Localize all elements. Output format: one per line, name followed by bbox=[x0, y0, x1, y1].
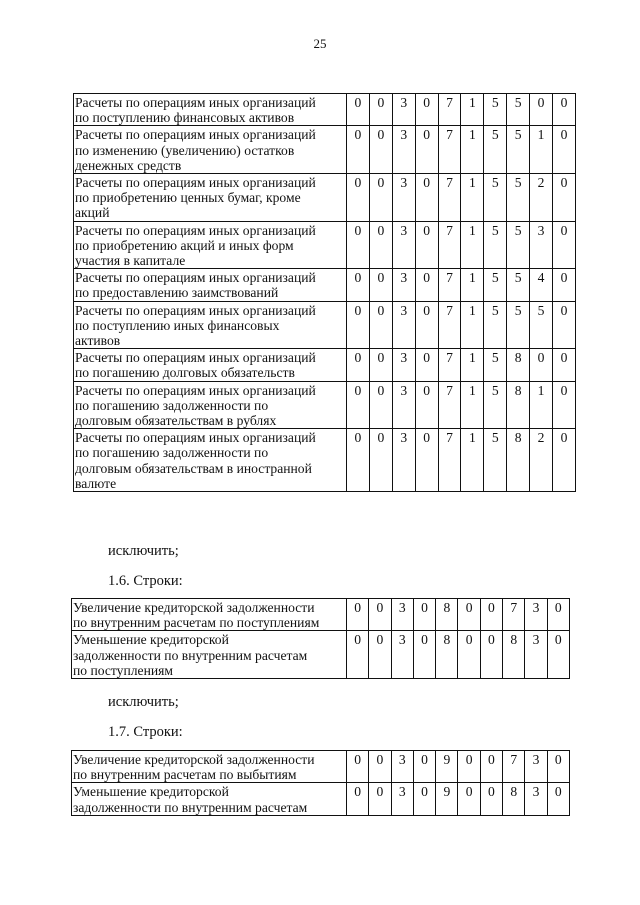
code-digit: 5 bbox=[484, 221, 507, 269]
row-label-line: Расчеты по операциям иных организаций bbox=[75, 302, 316, 318]
row-label bbox=[74, 349, 347, 381]
code-digit: 5 bbox=[484, 174, 507, 222]
code-digit: 7 bbox=[438, 221, 461, 269]
code-digit: 0 bbox=[415, 381, 438, 429]
table-row bbox=[74, 126, 576, 174]
code-digit: 1 bbox=[461, 126, 484, 174]
code-digit: 8 bbox=[507, 381, 530, 429]
code-digit: 0 bbox=[347, 174, 370, 222]
code-digit: 1 bbox=[461, 174, 484, 222]
code-digit: 5 bbox=[530, 301, 553, 349]
row-label-line: задолженности по внутренним расчетам bbox=[73, 799, 308, 815]
code-digit: 8 bbox=[507, 429, 530, 492]
code-digit: 7 bbox=[438, 301, 461, 349]
row-label-line: акций bbox=[75, 205, 110, 221]
row-label-line: по изменению (увеличению) остатков bbox=[75, 142, 295, 158]
row-label-line: Увеличение кредиторской задолженности bbox=[73, 600, 315, 615]
table-row bbox=[74, 269, 576, 301]
code-digit: 0 bbox=[553, 126, 576, 174]
code-digit: 0 bbox=[415, 221, 438, 269]
code-digit: 5 bbox=[484, 381, 507, 429]
code-digit: 3 bbox=[391, 599, 413, 631]
row-label-line: Увеличение кредиторской задолженности bbox=[73, 752, 315, 767]
row-label-line: по погашению задолженности по bbox=[75, 397, 269, 413]
code-digit: 0 bbox=[369, 94, 392, 126]
code-digit: 5 bbox=[484, 126, 507, 174]
code-digit: 0 bbox=[415, 429, 438, 492]
code-digit: 0 bbox=[347, 301, 370, 349]
code-digit: 0 bbox=[347, 631, 369, 679]
row-label-line: долговым обязательствам в иностранной bbox=[75, 460, 312, 476]
code-digit: 3 bbox=[392, 174, 415, 222]
code-digit: 5 bbox=[507, 221, 530, 269]
row-label bbox=[72, 631, 347, 679]
row-label bbox=[74, 94, 347, 126]
code-digit: 0 bbox=[369, 751, 391, 783]
code-table-1 bbox=[73, 93, 576, 492]
code-digit: 0 bbox=[480, 783, 502, 815]
row-label-line: по приобретению ценных бумаг, кроме bbox=[75, 190, 301, 206]
table-row bbox=[74, 174, 576, 222]
row-label-line: денежных средств bbox=[75, 157, 182, 173]
code-digit: 3 bbox=[392, 381, 415, 429]
code-digit: 3 bbox=[392, 429, 415, 492]
row-label bbox=[72, 783, 347, 815]
code-digit: 2 bbox=[530, 429, 553, 492]
code-table-2 bbox=[71, 598, 570, 679]
row-label-line: по погашению долговых обязательств bbox=[75, 365, 295, 381]
code-digit: 0 bbox=[347, 751, 369, 783]
code-digit: 0 bbox=[369, 349, 392, 381]
code-digit: 0 bbox=[547, 599, 569, 631]
code-digit: 0 bbox=[369, 429, 392, 492]
code-digit: 8 bbox=[436, 599, 458, 631]
code-digit: 0 bbox=[547, 751, 569, 783]
code-digit: 1 bbox=[461, 381, 484, 429]
exclude-instruction-2: исключить; bbox=[108, 694, 179, 710]
table-row bbox=[74, 429, 576, 492]
table-row bbox=[74, 221, 576, 269]
code-digit: 0 bbox=[369, 381, 392, 429]
code-digit: 7 bbox=[438, 94, 461, 126]
code-digit: 0 bbox=[413, 631, 435, 679]
exclude-instruction-1: исключить; bbox=[108, 543, 179, 559]
section-heading-1-7: 1.7. Строки: bbox=[108, 724, 183, 740]
row-label-line: по погашению задолженности по bbox=[75, 445, 269, 461]
code-digit: 0 bbox=[369, 269, 392, 301]
code-digit: 3 bbox=[530, 221, 553, 269]
row-label-line: Расчеты по операциям иных организаций bbox=[75, 95, 316, 110]
code-digit: 0 bbox=[347, 429, 370, 492]
code-digit: 0 bbox=[553, 94, 576, 126]
code-digit: 0 bbox=[553, 269, 576, 301]
code-digit: 3 bbox=[525, 631, 547, 679]
code-digit: 0 bbox=[553, 301, 576, 349]
code-digit: 3 bbox=[391, 631, 413, 679]
code-digit: 7 bbox=[503, 599, 525, 631]
code-digit: 0 bbox=[547, 631, 569, 679]
code-digit: 0 bbox=[369, 221, 392, 269]
row-label bbox=[74, 126, 347, 174]
row-label-line: долговым обязательствам в рублях bbox=[75, 413, 277, 429]
code-digit: 0 bbox=[369, 631, 391, 679]
row-label bbox=[74, 269, 347, 301]
code-digit: 0 bbox=[347, 269, 370, 301]
code-digit: 0 bbox=[530, 94, 553, 126]
code-digit: 5 bbox=[484, 269, 507, 301]
row-label-line: валюте bbox=[75, 475, 117, 491]
code-digit: 5 bbox=[507, 126, 530, 174]
row-label-line: Расчеты по операциям иных организаций bbox=[75, 350, 316, 366]
code-digit: 0 bbox=[347, 221, 370, 269]
table-row bbox=[74, 94, 576, 126]
code-digit: 0 bbox=[458, 751, 480, 783]
code-digit: 0 bbox=[553, 221, 576, 269]
code-digit: 9 bbox=[436, 751, 458, 783]
code-digit: 8 bbox=[436, 631, 458, 679]
row-label-line: по приобретению акций и иных форм bbox=[75, 237, 294, 253]
row-label bbox=[74, 301, 347, 349]
row-label-line: по поступлению финансовых активов bbox=[75, 110, 295, 126]
row-label-line: по поступлению иных финансовых bbox=[75, 317, 280, 333]
code-digit: 0 bbox=[347, 94, 370, 126]
table-row bbox=[72, 599, 570, 631]
table-row bbox=[72, 783, 570, 815]
code-digit: 3 bbox=[525, 783, 547, 815]
code-digit: 0 bbox=[415, 301, 438, 349]
code-digit: 3 bbox=[391, 751, 413, 783]
row-label-line: Расчеты по операциям иных организаций bbox=[75, 127, 316, 143]
code-table-3 bbox=[71, 750, 570, 816]
code-digit: 1 bbox=[461, 349, 484, 381]
code-digit: 0 bbox=[369, 783, 391, 815]
code-digit: 5 bbox=[507, 269, 530, 301]
code-digit: 3 bbox=[392, 94, 415, 126]
code-digit: 5 bbox=[507, 301, 530, 349]
code-digit: 8 bbox=[503, 783, 525, 815]
code-digit: 0 bbox=[369, 174, 392, 222]
code-digit: 0 bbox=[347, 126, 370, 174]
code-digit: 1 bbox=[530, 126, 553, 174]
code-digit: 9 bbox=[436, 783, 458, 815]
code-digit: 0 bbox=[347, 381, 370, 429]
code-digit: 0 bbox=[553, 381, 576, 429]
row-label bbox=[74, 174, 347, 222]
code-digit: 8 bbox=[507, 349, 530, 381]
code-digit: 1 bbox=[461, 94, 484, 126]
row-label bbox=[72, 599, 347, 631]
table-row bbox=[74, 381, 576, 429]
row-label-line: по внутренним расчетам по выбытиям bbox=[73, 767, 297, 783]
table-row bbox=[72, 631, 570, 679]
row-label-line: Уменьшение кредиторской bbox=[73, 784, 229, 800]
code-digit: 4 bbox=[530, 269, 553, 301]
code-digit: 7 bbox=[438, 269, 461, 301]
row-label bbox=[74, 429, 347, 492]
row-label-line: задолженности по внутренним расчетам bbox=[73, 647, 308, 663]
table-row bbox=[74, 301, 576, 349]
code-digit: 0 bbox=[480, 751, 502, 783]
code-digit: 0 bbox=[347, 349, 370, 381]
row-label bbox=[72, 751, 347, 783]
code-digit: 3 bbox=[392, 126, 415, 174]
code-digit: 0 bbox=[347, 783, 369, 815]
code-digit: 0 bbox=[369, 301, 392, 349]
code-digit: 0 bbox=[413, 599, 435, 631]
code-digit: 7 bbox=[438, 126, 461, 174]
row-label-line: по поступлениям bbox=[73, 662, 173, 678]
code-digit: 0 bbox=[458, 783, 480, 815]
code-digit: 5 bbox=[507, 174, 530, 222]
code-digit: 7 bbox=[438, 381, 461, 429]
code-digit: 3 bbox=[392, 221, 415, 269]
code-digit: 7 bbox=[438, 429, 461, 492]
code-digit: 0 bbox=[415, 126, 438, 174]
code-digit: 1 bbox=[461, 269, 484, 301]
row-label bbox=[74, 221, 347, 269]
row-label-line: Расчеты по операциям иных организаций bbox=[75, 382, 316, 398]
code-digit: 0 bbox=[369, 599, 391, 631]
code-digit: 0 bbox=[347, 599, 369, 631]
row-label-line: участия в капитале bbox=[75, 253, 186, 269]
code-digit: 1 bbox=[530, 381, 553, 429]
code-digit: 2 bbox=[530, 174, 553, 222]
code-digit: 5 bbox=[507, 94, 530, 126]
code-digit: 1 bbox=[461, 301, 484, 349]
row-label-line: по внутренним расчетам по поступлениям bbox=[73, 615, 320, 631]
code-digit: 0 bbox=[480, 631, 502, 679]
code-digit: 1 bbox=[461, 429, 484, 492]
row-label-line: Расчеты по операциям иных организаций bbox=[75, 222, 316, 238]
row-label-line: активов bbox=[75, 333, 121, 349]
page-number: 25 bbox=[313, 36, 327, 51]
code-digit: 0 bbox=[413, 783, 435, 815]
code-digit: 0 bbox=[553, 429, 576, 492]
code-digit: 7 bbox=[503, 751, 525, 783]
code-digit: 0 bbox=[480, 599, 502, 631]
code-digit: 8 bbox=[503, 631, 525, 679]
code-digit: 0 bbox=[415, 94, 438, 126]
code-digit: 0 bbox=[553, 349, 576, 381]
code-digit: 1 bbox=[461, 221, 484, 269]
code-digit: 5 bbox=[484, 429, 507, 492]
code-digit: 0 bbox=[369, 126, 392, 174]
code-digit: 3 bbox=[525, 599, 547, 631]
code-digit: 0 bbox=[413, 751, 435, 783]
code-digit: 0 bbox=[415, 174, 438, 222]
code-digit: 0 bbox=[415, 269, 438, 301]
code-digit: 3 bbox=[525, 751, 547, 783]
row-label-line: Расчеты по операциям иных организаций bbox=[75, 430, 316, 446]
section-heading-1-6: 1.6. Строки: bbox=[108, 573, 183, 589]
code-digit: 3 bbox=[392, 349, 415, 381]
code-digit: 7 bbox=[438, 349, 461, 381]
code-digit: 3 bbox=[392, 269, 415, 301]
code-digit: 0 bbox=[530, 349, 553, 381]
code-digit: 0 bbox=[458, 631, 480, 679]
code-digit: 0 bbox=[547, 783, 569, 815]
code-digit: 5 bbox=[484, 301, 507, 349]
code-digit: 3 bbox=[392, 301, 415, 349]
row-label-line: Расчеты по операциям иных организаций bbox=[75, 175, 316, 191]
row-label-line: Расчеты по операциям иных организаций bbox=[75, 270, 316, 286]
code-digit: 3 bbox=[391, 783, 413, 815]
row-label bbox=[74, 381, 347, 429]
code-digit: 7 bbox=[438, 174, 461, 222]
row-label-line: по предоставлению заимствований bbox=[75, 285, 279, 301]
code-digit: 5 bbox=[484, 349, 507, 381]
table-row bbox=[72, 751, 570, 783]
code-digit: 0 bbox=[458, 599, 480, 631]
row-label-line: Уменьшение кредиторской bbox=[73, 632, 229, 648]
code-digit: 0 bbox=[415, 349, 438, 381]
code-digit: 5 bbox=[484, 94, 507, 126]
table-row bbox=[74, 349, 576, 381]
code-digit: 0 bbox=[553, 174, 576, 222]
